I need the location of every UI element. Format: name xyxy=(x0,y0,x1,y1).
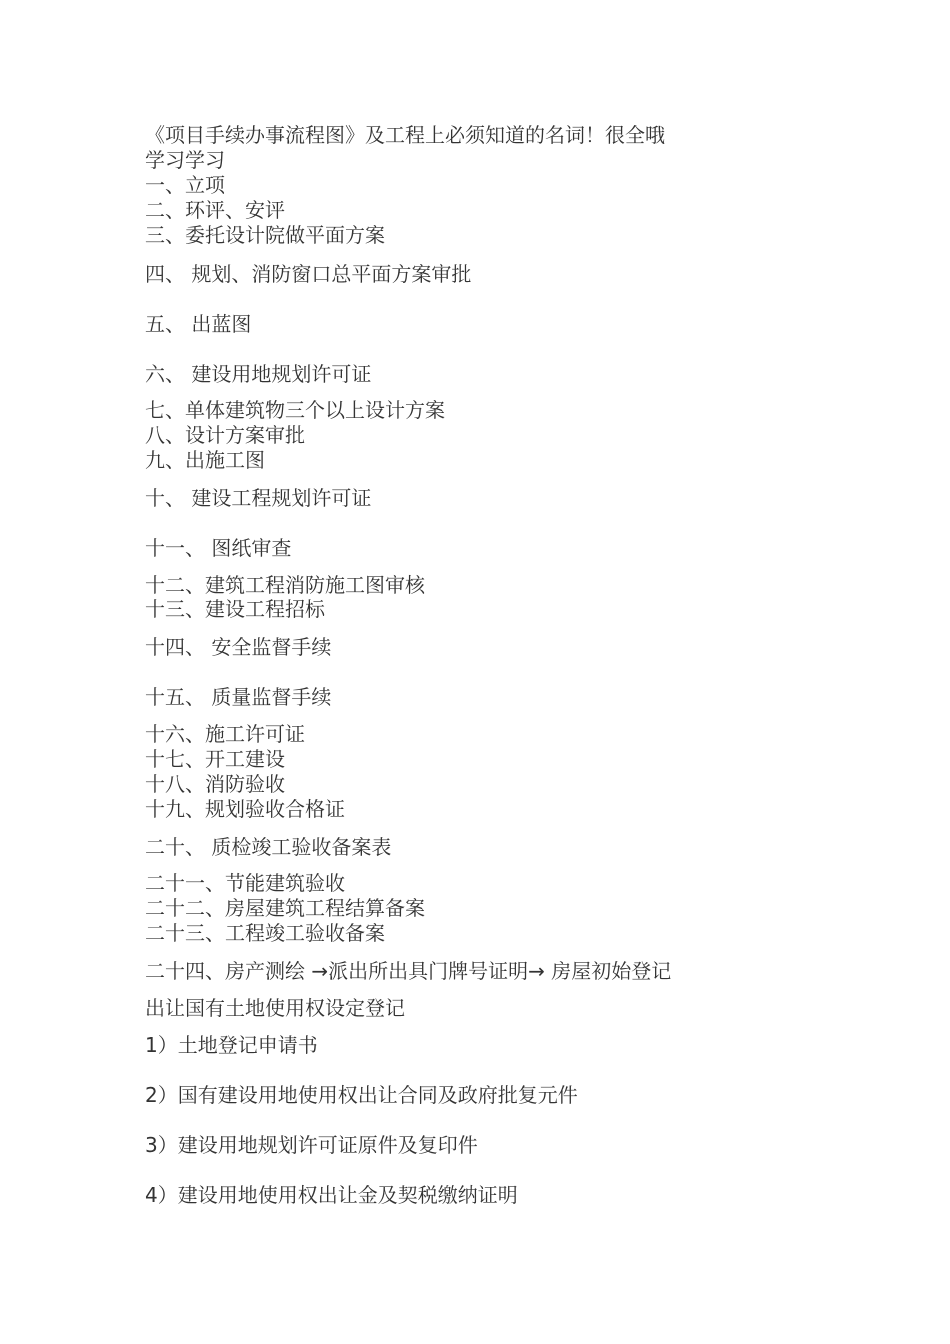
step-17: 十七、开工建设 xyxy=(145,747,285,771)
doc-item-3: 3）建设用地规划许可证原件及复印件 xyxy=(145,1133,478,1157)
step-20: 二十、 质检竣工验收备案表 xyxy=(145,835,392,859)
step-5: 五、 出蓝图 xyxy=(145,312,252,336)
step-3: 三、委托设计院做平面方案 xyxy=(145,223,385,247)
step-18: 十八、消防验收 xyxy=(145,772,285,796)
step-4: 四、 规划、消防窗口总平面方案审批 xyxy=(145,262,472,286)
step-19: 十九、规划验收合格证 xyxy=(145,797,345,821)
step-2: 二、环评、安评 xyxy=(145,198,285,222)
doc-item-2: 2）国有建设用地使用权出让合同及政府批复元件 xyxy=(145,1083,578,1107)
step-1: 一、立项 xyxy=(145,173,225,197)
step-12: 十二、建筑工程消防施工图审核 xyxy=(145,573,425,597)
step-11: 十一、 图纸审查 xyxy=(145,536,292,560)
step-15: 十五、 质量监督手续 xyxy=(145,685,332,709)
title-line-2: 学习学习 xyxy=(145,148,225,172)
doc-item-1: 1）土地登记申请书 xyxy=(145,1033,318,1057)
step-21: 二十一、节能建筑验收 xyxy=(145,871,345,895)
step-23: 二十三、工程竣工验收备案 xyxy=(145,921,385,945)
step-22: 二十二、房屋建筑工程结算备案 xyxy=(145,896,425,920)
step-24: 二十四、房产测绘 →派出所出具门牌号证明→ 房屋初始登记 xyxy=(145,959,672,983)
section-heading: 出让国有土地使用权设定登记 xyxy=(145,996,405,1020)
title-line-1: 《项目手续办事流程图》及工程上必须知道的名词！很全哦 xyxy=(145,123,665,147)
step-14: 十四、 安全监督手续 xyxy=(145,635,332,659)
step-8: 八、设计方案审批 xyxy=(145,423,305,447)
step-13: 十三、建设工程招标 xyxy=(145,597,325,621)
step-10: 十、 建设工程规划许可证 xyxy=(145,486,372,510)
step-7: 七、单体建筑物三个以上设计方案 xyxy=(145,398,445,422)
doc-item-4: 4）建设用地使用权出让金及契税缴纳证明 xyxy=(145,1183,518,1207)
step-9: 九、出施工图 xyxy=(145,448,265,472)
step-16: 十六、施工许可证 xyxy=(145,722,305,746)
step-6: 六、 建设用地规划许可证 xyxy=(145,362,372,386)
